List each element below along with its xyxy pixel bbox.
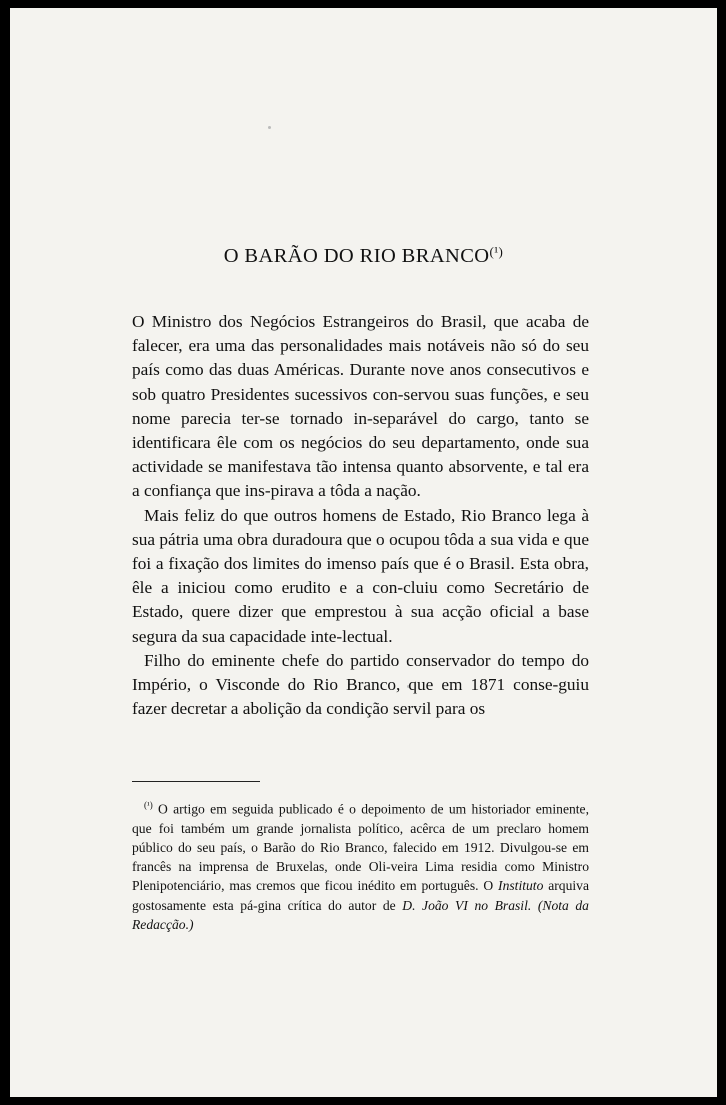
footnote-text: O artigo em seguida publicado é o depoimento de um historiador eminente, que foi também um grande jornalista político, acêrca de um preclaro homem público do seu país, o Barão do Rio Branco, falecido em 1912. Divulgou-se em francês na imprensa de Bruxelas, onde Oli-veira Lima residia como Ministro Plenipotenciário, mas cremos que ficou inédito em português. O	[132, 801, 589, 894]
paragraph: Filho do eminente chefe do partido conservador do tempo do Império, o Visconde do Rio Branco, que em 1871 conse-guiu fazer decretar a abolição da condição servil para os	[132, 650, 589, 719]
paragraph: Mais feliz do que outros homens de Estado, Rio Branco lega à sua pátria uma obra duradoura que o ocupou tôda a sua vida e que foi a fixação dos limites do imenso país que é o Brasil. Esta obra, êle a iniciou como erudito e a con-cluiu como Secretário de Estado, quere dizer que emprestou à sua acção oficial a base segura da sua capacidade inte-lectual.	[132, 505, 589, 646]
footnote-text: arquiva gostosamente esta pá-gina crítica do autor de	[132, 878, 589, 913]
footnote-mark: (¹)	[144, 800, 153, 810]
book-page	[10, 8, 717, 1097]
footnote-emphasis: (Nota da Redacção.)	[132, 897, 589, 932]
article-title	[10, 244, 717, 268]
footnote-separator	[132, 781, 260, 782]
title-footnote-mark: (¹)	[489, 244, 504, 259]
footnote-emphasis: Instituto	[498, 878, 544, 894]
article-body	[132, 310, 589, 721]
ink-speck	[268, 126, 271, 129]
footnote-emphasis: D. João VI no Brasil.	[402, 897, 532, 913]
article-title-text: O BARÃO DO RIO BRANCO	[223, 245, 490, 267]
footnote	[132, 796, 589, 934]
paragraph: O Ministro dos Negócios Estrangeiros do Brasil, que acaba de falecer, era uma das personalidades mais notáveis não só do seu país como das duas Américas. Durante nove anos consecutivos e sob quatro Presidentes sucessivos con-servou suas funções, e seu nome parecia ter-se tornado in-separável do cargo, tanto se identificara êle com os negócios do seu departamento, onde sua actividade se manifestava tão intensa quanto absorvente, e tal era a confiança que ins-pirava a tôda a nação.	[132, 312, 589, 501]
